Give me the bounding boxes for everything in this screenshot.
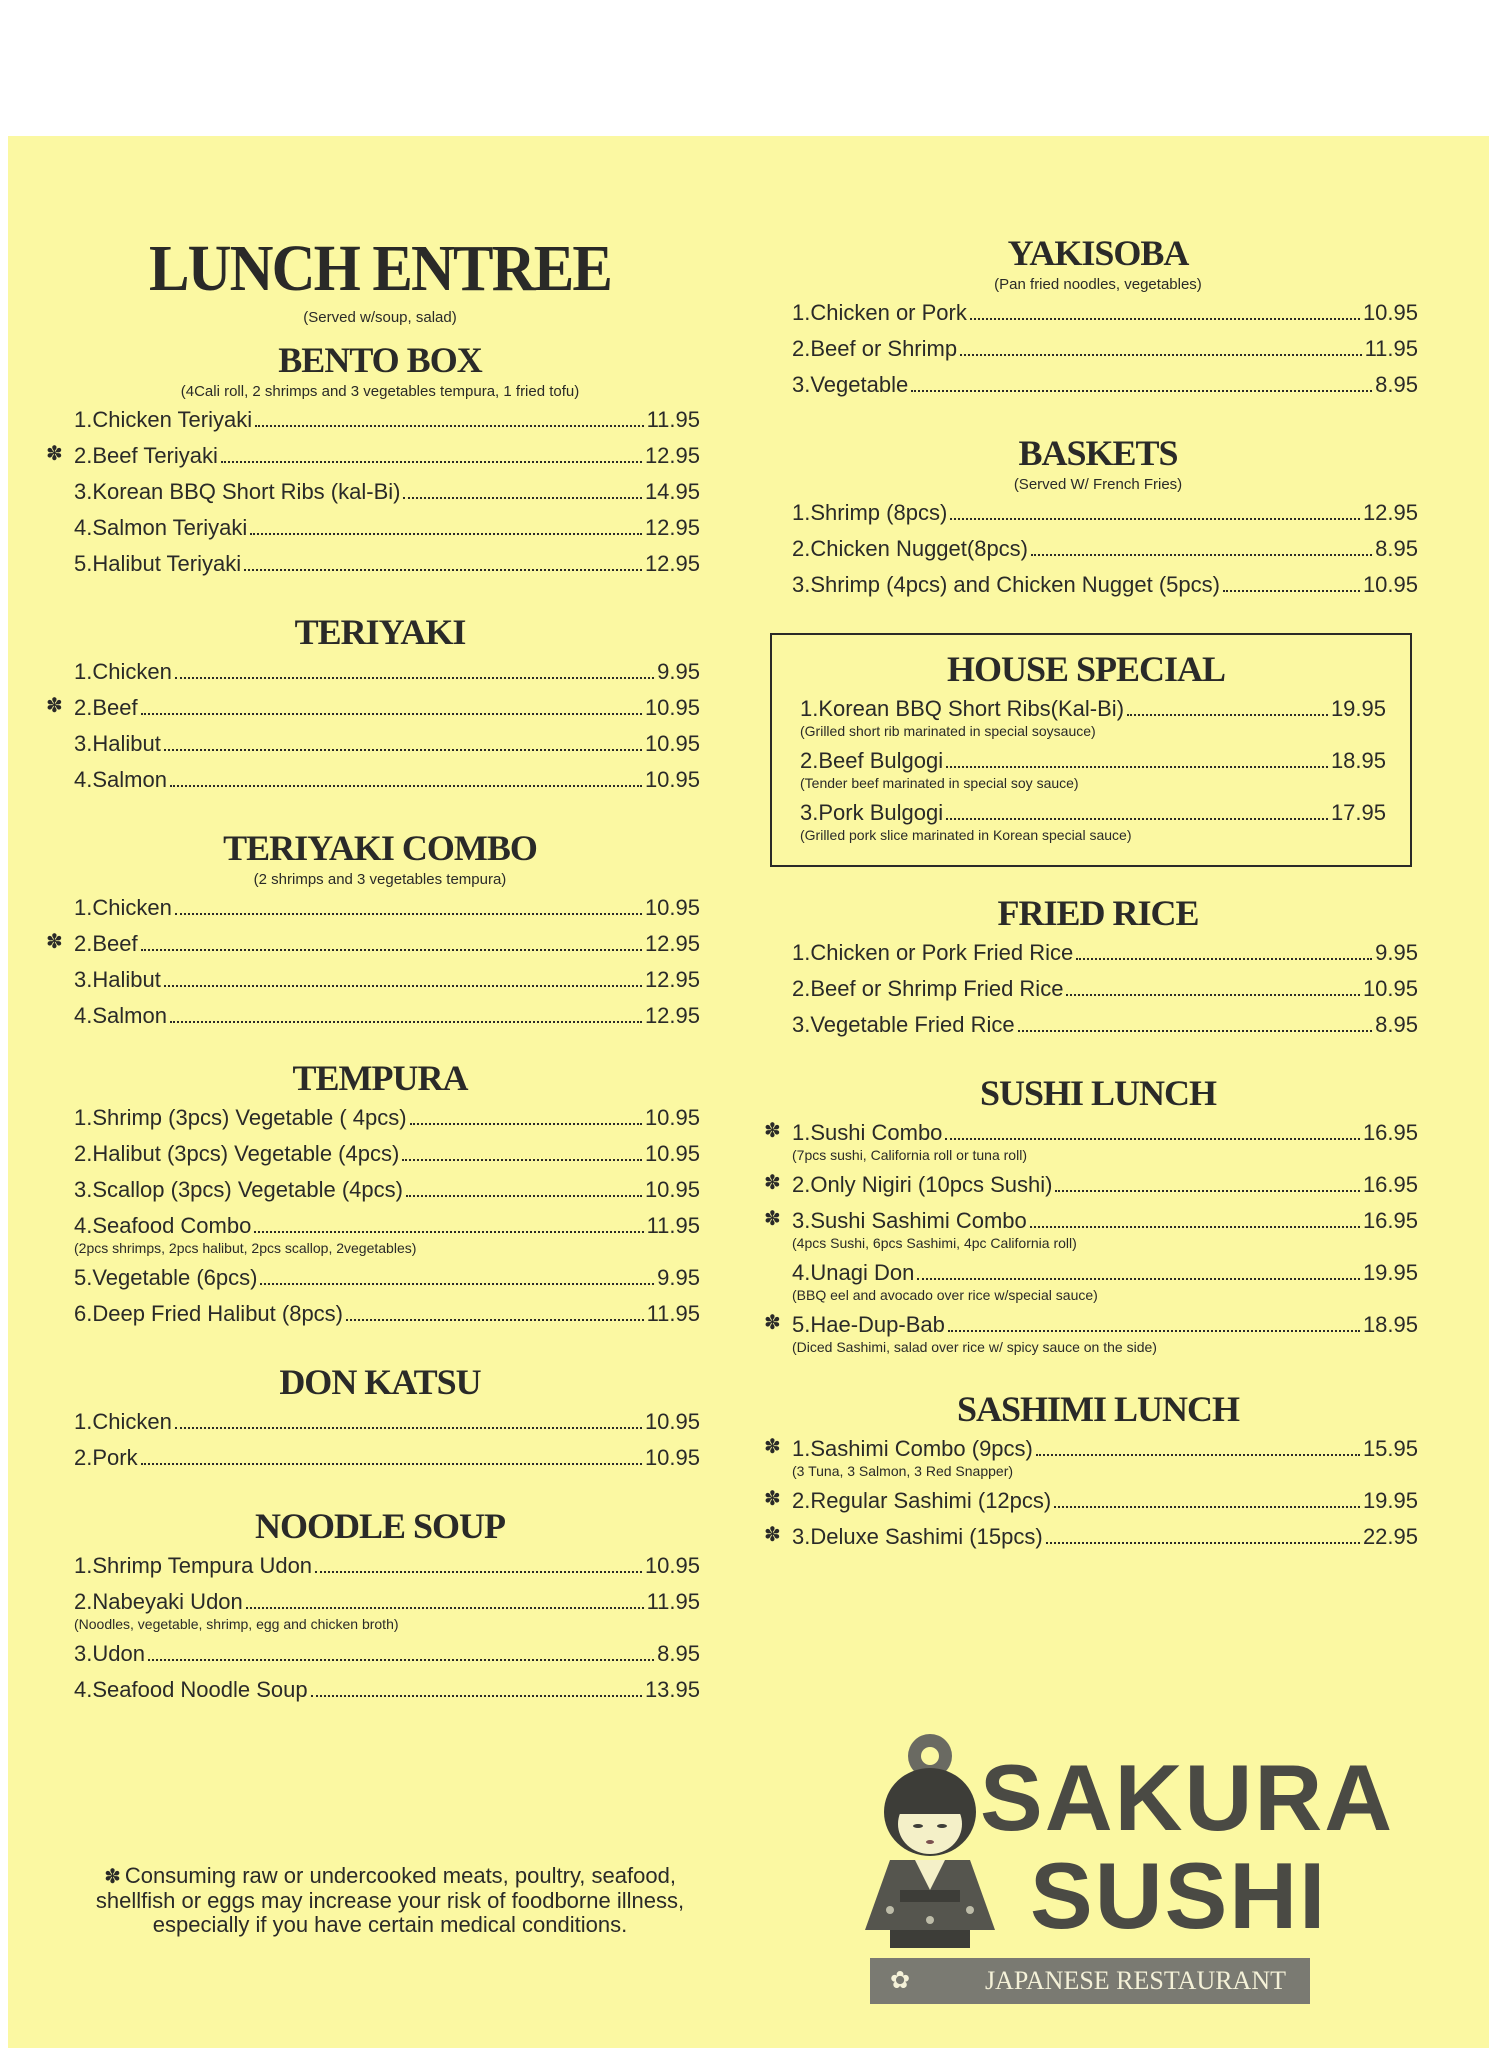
- flower-icon: ✽: [104, 1866, 121, 1888]
- item-price: 8.95: [1375, 1012, 1418, 1037]
- item-description: (2pcs shrimps, 2pcs halibut, 2pcs scallop, 2vegetables): [74, 1240, 417, 1256]
- item-price: 12.95: [644, 967, 700, 992]
- item-name: 1.Chicken or Pork Fried Rice: [792, 940, 1074, 965]
- item-name: 2.Beef or Shrimp Fried Rice: [792, 976, 1064, 1001]
- item-name: 4.Salmon Teriyaki: [74, 515, 248, 540]
- menu-section: [46, 340, 700, 578]
- item-name: 1.Sashimi Combo (9pcs): [792, 1436, 1033, 1461]
- menu-item: [60, 1104, 700, 1132]
- item-price: 15.95: [1362, 1436, 1418, 1461]
- item-price: 10.95: [644, 1177, 700, 1202]
- menu-item: [60, 1300, 700, 1328]
- menu-item: [60, 1444, 700, 1472]
- item-name: 2.Chicken Nugget(8pcs): [792, 536, 1029, 561]
- dot-leader: [141, 1463, 642, 1465]
- flower-icon: ✽: [764, 1172, 781, 1194]
- item-price: 11.95: [646, 1213, 700, 1238]
- item-price: 9.95: [657, 659, 700, 684]
- menu-item: [60, 1640, 700, 1668]
- section-title: NOODLE SOUP: [254, 1506, 506, 1546]
- menu-items: [778, 299, 1418, 399]
- page-subtitle: (Served w/soup, salad): [303, 309, 457, 326]
- flower-icon: ✽: [46, 695, 63, 717]
- menu-section: [764, 1073, 1418, 1355]
- item-name: 4.Salmon: [74, 767, 167, 792]
- item-price: 16.95: [1362, 1208, 1418, 1233]
- item-price: 10.95: [644, 895, 700, 920]
- item-name: 2.Only Nigiri (10pcs Sushi): [792, 1172, 1053, 1197]
- item-name: 1.Korean BBQ Short Ribs(Kal-Bi): [800, 696, 1125, 721]
- menu-item: [60, 1264, 700, 1292]
- dot-leader: [1030, 1226, 1360, 1228]
- item-description: (Tender beef marinated in special soy sauce): [800, 775, 1079, 791]
- page-title: LUNCH ENTREE: [148, 232, 612, 305]
- item-price: 13.95: [644, 1677, 700, 1702]
- dot-leader: [1036, 1454, 1360, 1456]
- item-name: 4.Unagi Don: [792, 1260, 915, 1285]
- section-title: SASHIMI LUNCH: [956, 1389, 1240, 1429]
- flower-icon: ✽: [46, 931, 63, 953]
- item-name: 3.Halibut: [74, 731, 161, 756]
- item-name: 3.Pork Bulgogi: [800, 800, 944, 825]
- menu-item: [46, 442, 700, 470]
- menu-item: [60, 1408, 700, 1436]
- dot-leader: [403, 497, 641, 499]
- menu-item: [60, 1002, 700, 1030]
- item-name: 3.Vegetable Fried Rice: [792, 1012, 1015, 1037]
- dot-leader: [950, 518, 1360, 520]
- dot-leader: [170, 785, 642, 787]
- section-title: HOUSE SPECIAL: [946, 649, 1226, 689]
- menu-section: [764, 1389, 1418, 1551]
- dot-leader: [311, 1695, 642, 1697]
- dot-leader: [141, 949, 642, 951]
- menu-items: [60, 1408, 700, 1472]
- menu-section: [778, 633, 1418, 867]
- section-title: SUSHI LUNCH: [979, 1073, 1217, 1113]
- dot-leader: [141, 713, 642, 715]
- logo-word-sakura: SAKURA: [980, 1745, 1395, 1850]
- menu-item: [60, 514, 700, 542]
- item-price: 12.95: [644, 515, 700, 540]
- item-price: 11.95: [646, 407, 700, 432]
- item-name: 2.Nabeyaki Udon: [74, 1589, 243, 1614]
- dot-leader: [255, 425, 643, 427]
- item-price: 8.95: [657, 1641, 700, 1666]
- dot-leader: [1031, 554, 1372, 556]
- item-price: 12.95: [644, 443, 700, 468]
- menu-item: [764, 1171, 1418, 1199]
- menu-item: [60, 1212, 700, 1256]
- item-price: 9.95: [657, 1265, 700, 1290]
- menu-items: [764, 1119, 1418, 1355]
- section-subtitle: (Served W/ French Fries): [1013, 476, 1183, 493]
- menu-items: [786, 695, 1386, 843]
- dot-leader: [244, 569, 642, 571]
- item-price: 10.95: [644, 731, 700, 756]
- item-name: 3.Halibut: [74, 967, 161, 992]
- item-price: 11.95: [1364, 336, 1418, 361]
- menu-item: [46, 694, 700, 722]
- item-name: 3.Scallop (3pcs) Vegetable (4pcs): [74, 1177, 403, 1202]
- menu-items: [778, 499, 1418, 599]
- logo-tagline: JAPANESE RESTAURANT: [984, 1966, 1286, 1995]
- section-subtitle: (Pan fried noodles, vegetables): [994, 276, 1202, 293]
- menu-item: [60, 550, 700, 578]
- item-price: 19.95: [1362, 1260, 1418, 1285]
- item-price: 16.95: [1362, 1172, 1418, 1197]
- item-price: 10.95: [644, 1105, 700, 1130]
- menu-items: [60, 1552, 700, 1704]
- dot-leader: [246, 1607, 644, 1609]
- dot-leader: [946, 818, 1328, 820]
- left-column: [46, 232, 700, 1712]
- house-special-box: [770, 633, 1412, 867]
- dot-leader: [254, 1231, 643, 1233]
- right-column: [764, 233, 1418, 1559]
- item-name: 5.Hae-Dup-Bab: [792, 1312, 945, 1337]
- dot-leader: [410, 1123, 642, 1125]
- menu-item: [60, 406, 700, 434]
- item-price: 8.95: [1375, 372, 1418, 397]
- menu-item: [60, 658, 700, 686]
- item-price: 12.95: [644, 1003, 700, 1028]
- dot-leader: [175, 913, 642, 915]
- item-name: 3.Sushi Sashimi Combo: [792, 1208, 1027, 1233]
- flower-icon: ✽: [46, 443, 63, 465]
- item-price: 12.95: [644, 551, 700, 576]
- menu-item: [778, 499, 1418, 527]
- menu-item: [60, 894, 700, 922]
- menu-item: [778, 371, 1418, 399]
- menu-item: [764, 1487, 1418, 1515]
- menu-section: [46, 612, 700, 794]
- menu-section: [778, 433, 1418, 599]
- item-description: (Grilled short rib marinated in special soysauce): [800, 723, 1096, 739]
- menu-item: [46, 930, 700, 958]
- menu-item: [60, 730, 700, 758]
- logo-word-sushi: SUSHI: [1030, 1843, 1328, 1948]
- item-description: (7pcs sushi, California roll or tuna roll): [792, 1147, 1027, 1163]
- item-price: 12.95: [644, 931, 700, 956]
- kokeshi-doll-icon: [860, 1730, 1000, 1955]
- menu-item: [60, 766, 700, 794]
- item-description: (Grilled pork slice marinated in Korean special sauce): [800, 827, 1132, 843]
- item-name: 2.Beef: [74, 695, 138, 720]
- menu-section: [46, 828, 700, 1030]
- dot-leader: [946, 766, 1328, 768]
- section-subtitle: (4Cali roll, 2 shrimps and 3 vegetables tempura, 1 fried tofu): [180, 383, 580, 400]
- menu-section: [60, 1506, 700, 1704]
- dot-leader: [164, 985, 642, 987]
- dot-leader: [406, 1195, 642, 1197]
- right-sections: [764, 233, 1418, 1551]
- section-title: DON KATSU: [279, 1362, 481, 1402]
- dot-leader: [948, 1330, 1360, 1332]
- section-title: TEMPURA: [292, 1058, 468, 1098]
- dot-leader: [402, 1159, 642, 1161]
- menu-item: [786, 695, 1386, 739]
- item-price: 12.95: [1362, 500, 1418, 525]
- menu-items: [778, 939, 1418, 1039]
- menu-items: [46, 894, 700, 1030]
- menu-item: [786, 799, 1386, 843]
- item-price: 10.95: [644, 1409, 700, 1434]
- item-price: 9.95: [1375, 940, 1418, 965]
- item-name: 1.Chicken: [74, 895, 172, 920]
- menu-item: [786, 747, 1386, 791]
- item-name: 2.Pork: [74, 1445, 138, 1470]
- menu-items: [764, 1435, 1418, 1551]
- item-name: 5.Halibut Teriyaki: [74, 551, 242, 576]
- item-name: 4.Seafood Noodle Soup: [74, 1677, 308, 1702]
- item-price: 10.95: [644, 1445, 700, 1470]
- item-price: 10.95: [644, 695, 700, 720]
- item-price: 19.95: [1362, 1488, 1418, 1513]
- menu-item: [60, 1676, 700, 1704]
- dot-leader: [1018, 1030, 1373, 1032]
- section-title: TERIYAKI COMBO: [223, 828, 537, 868]
- item-name: 1.Chicken Teriyaki: [74, 407, 253, 432]
- chopsticks-icon: ✿: [890, 1968, 911, 1994]
- left-sections: [46, 340, 700, 1704]
- dot-leader: [970, 318, 1360, 320]
- item-price: 10.95: [644, 767, 700, 792]
- item-price: 17.95: [1330, 800, 1386, 825]
- item-price: 10.95: [644, 1553, 700, 1578]
- menu-item: [60, 966, 700, 994]
- dot-leader: [960, 354, 1362, 356]
- menu-items: [46, 658, 700, 794]
- menu-item: [778, 535, 1418, 563]
- menu-item: [60, 1140, 700, 1168]
- dot-leader: [250, 533, 642, 535]
- menu-section: [778, 233, 1418, 399]
- item-name: 1.Chicken: [74, 1409, 172, 1434]
- item-name: 4.Salmon: [74, 1003, 167, 1028]
- dot-leader: [1046, 1542, 1360, 1544]
- menu-item: [778, 1259, 1418, 1303]
- item-price: 10.95: [644, 1141, 700, 1166]
- flower-icon: ✽: [764, 1208, 781, 1230]
- item-name: 2.Beef: [74, 931, 138, 956]
- dot-leader: [1066, 994, 1360, 996]
- item-name: 2.Beef or Shrimp: [792, 336, 958, 361]
- item-price: 8.95: [1375, 536, 1418, 561]
- menu-item: [778, 335, 1418, 363]
- item-price: 22.95: [1362, 1524, 1418, 1549]
- disclaimer-line-2: shellfish or eggs may increase your risk of foodborne illness,: [95, 1888, 685, 1913]
- item-name: 1.Chicken or Pork: [792, 300, 967, 325]
- item-name: 3.Korean BBQ Short Ribs (kal-Bi): [74, 479, 401, 504]
- menu-items: [46, 406, 700, 578]
- item-price: 10.95: [1362, 976, 1418, 1001]
- menu-item: [60, 1588, 700, 1632]
- dot-leader: [170, 1021, 642, 1023]
- dot-leader: [1127, 714, 1328, 716]
- dot-leader: [1223, 590, 1360, 592]
- restaurant-logo: [860, 1730, 1395, 2012]
- dot-leader: [315, 1571, 642, 1573]
- item-price: 11.95: [646, 1301, 700, 1326]
- menu-item: [60, 1176, 700, 1204]
- menu-section: [60, 1058, 700, 1328]
- section-title: BENTO BOX: [278, 340, 482, 380]
- dot-leader: [1055, 1190, 1360, 1192]
- item-description: (BBQ eel and avocado over rice w/special sauce): [792, 1287, 1098, 1303]
- flower-icon: ✽: [764, 1524, 781, 1546]
- item-name: 2.Beef Teriyaki: [74, 443, 218, 468]
- item-price: 16.95: [1362, 1120, 1418, 1145]
- item-price: 18.95: [1330, 748, 1386, 773]
- item-name: 4.Seafood Combo: [74, 1213, 252, 1238]
- menu-item: [778, 975, 1418, 1003]
- dot-leader: [1054, 1506, 1360, 1508]
- menu-item: [778, 299, 1418, 327]
- menu-item: [778, 939, 1418, 967]
- dot-leader: [175, 677, 654, 679]
- item-price: 11.95: [646, 1589, 700, 1614]
- menu-item: [764, 1311, 1418, 1355]
- item-name: 3.Deluxe Sashimi (15pcs): [792, 1524, 1043, 1549]
- item-name: 6.Deep Fried Halibut (8pcs): [74, 1301, 344, 1326]
- item-name: 1.Sushi Combo: [792, 1120, 943, 1145]
- item-description: (Diced Sashimi, salad over rice w/ spicy sauce on the side): [792, 1339, 1157, 1355]
- menu-item: [60, 478, 700, 506]
- section-title: BASKETS: [1018, 433, 1178, 473]
- menu-item: [778, 1011, 1418, 1039]
- item-name: 2.Regular Sashimi (12pcs): [792, 1488, 1052, 1513]
- dot-leader: [346, 1319, 644, 1321]
- menu-item: [764, 1435, 1418, 1479]
- item-price: 10.95: [1362, 300, 1418, 325]
- dot-leader: [945, 1138, 1360, 1140]
- menu-section: [60, 1362, 700, 1472]
- flower-icon: ✽: [764, 1120, 781, 1142]
- dot-leader: [1076, 958, 1372, 960]
- disclaimer-line-1: Consuming raw or undercooked meats, poultry, seafood,: [124, 1863, 676, 1888]
- dot-leader: [175, 1427, 642, 1429]
- menu-item: [778, 571, 1418, 599]
- dot-leader: [917, 1278, 1360, 1280]
- item-price: 19.95: [1330, 696, 1386, 721]
- menu-item: [764, 1207, 1418, 1251]
- dot-leader: [260, 1283, 654, 1285]
- disclaimer-line-3: especially if you have certain medical conditions.: [152, 1912, 628, 1937]
- flower-icon: ✽: [764, 1488, 781, 1510]
- item-description: (Noodles, vegetable, shrimp, egg and chicken broth): [74, 1616, 399, 1632]
- menu-item: [764, 1523, 1418, 1551]
- item-name: 5.Vegetable (6pcs): [74, 1265, 258, 1290]
- item-name: 3.Shrimp (4pcs) and Chicken Nugget (5pcs): [792, 572, 1220, 597]
- section-title: YAKISOBA: [1007, 233, 1189, 273]
- dot-leader: [221, 461, 642, 463]
- menu-section: [778, 893, 1418, 1039]
- menu-item: [764, 1119, 1418, 1163]
- item-name: 1.Shrimp (3pcs) Vegetable ( 4pcs): [74, 1105, 407, 1130]
- item-description: (3 Tuna, 3 Salmon, 3 Red Snapper): [792, 1463, 1014, 1479]
- item-name: 2.Beef Bulgogi: [800, 748, 944, 773]
- flower-icon: ✽: [764, 1436, 781, 1458]
- dot-leader: [164, 749, 642, 751]
- item-name: 1.Shrimp (8pcs): [792, 500, 948, 525]
- item-name: 1.Shrimp Tempura Udon: [74, 1553, 313, 1578]
- item-price: 18.95: [1362, 1312, 1418, 1337]
- section-title: TERIYAKI: [294, 612, 466, 652]
- section-subtitle: (2 shrimps and 3 vegetables tempura): [253, 871, 507, 888]
- item-price: 10.95: [1362, 572, 1418, 597]
- dot-leader: [911, 390, 1372, 392]
- flower-icon: ✽: [764, 1312, 781, 1334]
- item-price: 14.95: [644, 479, 700, 504]
- section-title: FRIED RICE: [997, 893, 1199, 933]
- menu-items: [60, 1104, 700, 1328]
- item-name: 3.Udon: [74, 1641, 145, 1666]
- item-name: 2.Halibut (3pcs) Vegetable (4pcs): [74, 1141, 400, 1166]
- item-description: (4pcs Sushi, 6pcs Sashimi, 4pc California roll): [792, 1235, 1077, 1251]
- logo-tagline-band: [870, 1958, 1310, 2004]
- health-disclaimer: [60, 1864, 720, 1937]
- item-name: 3.Vegetable: [792, 372, 909, 397]
- dot-leader: [148, 1659, 654, 1661]
- menu-item: [60, 1552, 700, 1580]
- item-name: 1.Chicken: [74, 659, 172, 684]
